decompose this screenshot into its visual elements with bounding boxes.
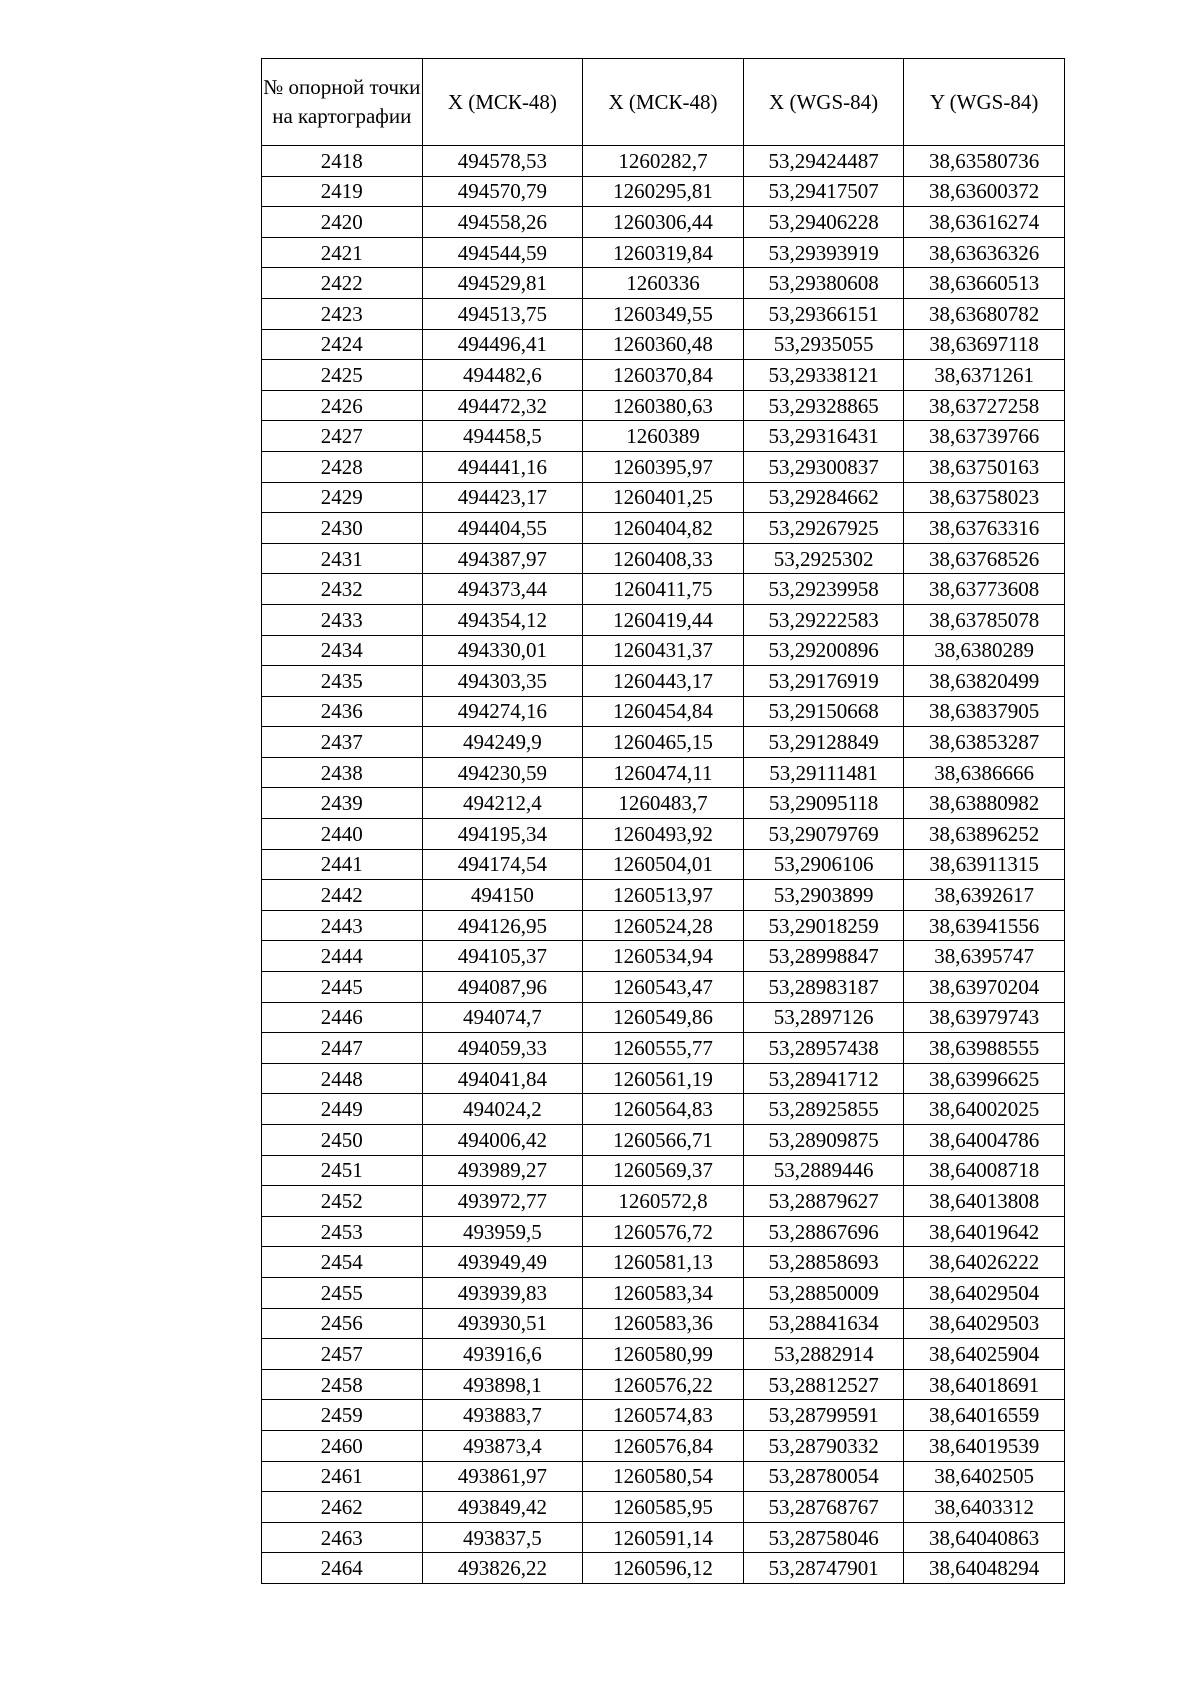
cell-y-wgs84: 38,63911315 (904, 849, 1065, 880)
table-row (262, 635, 1065, 666)
cell-y-wgs84: 38,63996625 (904, 1063, 1065, 1094)
cell-x-msk48-second: 1260306,44 (583, 207, 744, 238)
cell-x-wgs84: 53,28941712 (743, 1063, 904, 1094)
cell-x-wgs84: 53,28790332 (743, 1430, 904, 1461)
cell-x-wgs84: 53,29128849 (743, 727, 904, 758)
cell-x-wgs84: 53,29284662 (743, 482, 904, 513)
cell-y-wgs84: 38,6402505 (904, 1461, 1065, 1492)
table-row (262, 849, 1065, 880)
cell-point-number: 2449 (262, 1094, 423, 1125)
cell-y-wgs84: 38,63600372 (904, 176, 1065, 207)
cell-y-wgs84: 38,63768526 (904, 543, 1065, 574)
table-row (262, 1125, 1065, 1156)
cell-point-number: 2438 (262, 757, 423, 788)
cell-x-msk48-second: 1260504,01 (583, 849, 744, 880)
table-row (262, 1400, 1065, 1431)
cell-x-msk48-second: 1260569,37 (583, 1155, 744, 1186)
cell-x-wgs84: 53,28747901 (743, 1553, 904, 1584)
cell-y-wgs84: 38,63837905 (904, 696, 1065, 727)
cell-y-wgs84: 38,63616274 (904, 207, 1065, 238)
cell-point-number: 2455 (262, 1277, 423, 1308)
cell-x-msk48-second: 1260349,55 (583, 298, 744, 329)
cell-x-msk48: 494354,12 (422, 604, 583, 635)
cell-x-msk48-second: 1260576,22 (583, 1369, 744, 1400)
cell-x-wgs84: 53,29417507 (743, 176, 904, 207)
cell-x-msk48-second: 1260282,7 (583, 146, 744, 177)
cell-y-wgs84: 38,63697118 (904, 329, 1065, 360)
cell-y-wgs84: 38,63941556 (904, 910, 1065, 941)
cell-y-wgs84: 38,64018691 (904, 1369, 1065, 1400)
cell-x-wgs84: 53,2906106 (743, 849, 904, 880)
cell-point-number: 2443 (262, 910, 423, 941)
cell-y-wgs84: 38,64019642 (904, 1216, 1065, 1247)
cell-x-wgs84: 53,2935055 (743, 329, 904, 360)
table-row (262, 176, 1065, 207)
cell-x-msk48: 493916,6 (422, 1339, 583, 1370)
cell-point-number: 2439 (262, 788, 423, 819)
cell-x-msk48: 494059,33 (422, 1033, 583, 1064)
cell-x-msk48-second: 1260576,72 (583, 1216, 744, 1247)
header-point-number: № опорной точки на картографии (262, 59, 423, 146)
cell-x-wgs84: 53,29095118 (743, 788, 904, 819)
cell-x-msk48-second: 1260419,44 (583, 604, 744, 635)
cell-x-msk48: 494212,4 (422, 788, 583, 819)
cell-point-number: 2450 (262, 1125, 423, 1156)
table-row (262, 1216, 1065, 1247)
table-row (262, 1553, 1065, 1584)
cell-x-msk48: 494529,81 (422, 268, 583, 299)
cell-x-wgs84: 53,29406228 (743, 207, 904, 238)
cell-x-msk48: 494074,7 (422, 1002, 583, 1033)
cell-y-wgs84: 38,64048294 (904, 1553, 1065, 1584)
cell-x-msk48: 494558,26 (422, 207, 583, 238)
cell-point-number: 2441 (262, 849, 423, 880)
table-row (262, 1492, 1065, 1523)
table-row (262, 727, 1065, 758)
cell-point-number: 2456 (262, 1308, 423, 1339)
cell-point-number: 2462 (262, 1492, 423, 1523)
cell-point-number: 2448 (262, 1063, 423, 1094)
table-row (262, 543, 1065, 574)
cell-x-wgs84: 53,29150668 (743, 696, 904, 727)
table-row (262, 1369, 1065, 1400)
cell-x-msk48: 494126,95 (422, 910, 583, 941)
cell-y-wgs84: 38,64002025 (904, 1094, 1065, 1125)
cell-x-wgs84: 53,29328865 (743, 390, 904, 421)
table-row (262, 482, 1065, 513)
cell-x-msk48: 493972,77 (422, 1186, 583, 1217)
cell-x-msk48-second: 1260404,82 (583, 513, 744, 544)
cell-point-number: 2459 (262, 1400, 423, 1431)
table-row (262, 788, 1065, 819)
cell-point-number: 2425 (262, 360, 423, 391)
cell-y-wgs84: 38,63880982 (904, 788, 1065, 819)
cell-x-msk48: 493826,22 (422, 1553, 583, 1584)
cell-x-wgs84: 53,29018259 (743, 910, 904, 941)
cell-x-msk48: 494404,55 (422, 513, 583, 544)
cell-x-wgs84: 53,29239958 (743, 574, 904, 605)
cell-x-msk48: 494423,17 (422, 482, 583, 513)
cell-x-wgs84: 53,2897126 (743, 1002, 904, 1033)
cell-x-msk48-second: 1260380,63 (583, 390, 744, 421)
cell-y-wgs84: 38,63773608 (904, 574, 1065, 605)
table-row (262, 451, 1065, 482)
cell-x-wgs84: 53,29300837 (743, 451, 904, 482)
cell-y-wgs84: 38,63896252 (904, 819, 1065, 850)
cell-point-number: 2451 (262, 1155, 423, 1186)
cell-point-number: 2464 (262, 1553, 423, 1584)
cell-x-msk48-second: 1260454,84 (583, 696, 744, 727)
cell-x-msk48-second: 1260580,54 (583, 1461, 744, 1492)
table-row (262, 268, 1065, 299)
cell-x-wgs84: 53,28925855 (743, 1094, 904, 1125)
cell-x-wgs84: 53,28879627 (743, 1186, 904, 1217)
cell-y-wgs84: 38,6392617 (904, 880, 1065, 911)
cell-y-wgs84: 38,6380289 (904, 635, 1065, 666)
cell-x-wgs84: 53,2889446 (743, 1155, 904, 1186)
cell-x-msk48-second: 1260465,15 (583, 727, 744, 758)
cell-x-msk48-second: 1260596,12 (583, 1553, 744, 1584)
cell-y-wgs84: 38,64004786 (904, 1125, 1065, 1156)
cell-x-wgs84: 53,29176919 (743, 666, 904, 697)
table-row (262, 1277, 1065, 1308)
cell-x-wgs84: 53,29267925 (743, 513, 904, 544)
cell-x-msk48: 494105,37 (422, 941, 583, 972)
cell-y-wgs84: 38,64019539 (904, 1430, 1065, 1461)
cell-point-number: 2421 (262, 237, 423, 268)
cell-x-msk48-second: 1260591,14 (583, 1522, 744, 1553)
table-row (262, 972, 1065, 1003)
cell-x-msk48-second: 1260524,28 (583, 910, 744, 941)
cell-x-msk48-second: 1260401,25 (583, 482, 744, 513)
table-row (262, 513, 1065, 544)
cell-y-wgs84: 38,64013808 (904, 1186, 1065, 1217)
cell-x-msk48: 493837,5 (422, 1522, 583, 1553)
cell-x-wgs84: 53,29393919 (743, 237, 904, 268)
cell-point-number: 2432 (262, 574, 423, 605)
cell-y-wgs84: 38,64029504 (904, 1277, 1065, 1308)
cell-x-msk48-second: 1260513,97 (583, 880, 744, 911)
table-row (262, 910, 1065, 941)
cell-x-msk48-second: 1260583,34 (583, 1277, 744, 1308)
cell-x-wgs84: 53,28841634 (743, 1308, 904, 1339)
cell-x-msk48: 494274,16 (422, 696, 583, 727)
cell-x-wgs84: 53,29424487 (743, 146, 904, 177)
table-row (262, 1094, 1065, 1125)
cell-point-number: 2423 (262, 298, 423, 329)
table-row (262, 1461, 1065, 1492)
cell-x-wgs84: 53,28850009 (743, 1277, 904, 1308)
table-row (262, 1033, 1065, 1064)
cell-x-msk48: 494373,44 (422, 574, 583, 605)
table-row (262, 574, 1065, 605)
cell-x-wgs84: 53,28768767 (743, 1492, 904, 1523)
cell-x-wgs84: 53,29366151 (743, 298, 904, 329)
cell-x-msk48: 494482,6 (422, 360, 583, 391)
cell-x-msk48: 493861,97 (422, 1461, 583, 1492)
table-row (262, 298, 1065, 329)
cell-x-msk48-second: 1260295,81 (583, 176, 744, 207)
cell-y-wgs84: 38,64025904 (904, 1339, 1065, 1370)
cell-x-msk48: 494570,79 (422, 176, 583, 207)
cell-x-msk48: 494024,2 (422, 1094, 583, 1125)
cell-x-msk48-second: 1260585,95 (583, 1492, 744, 1523)
table-row (262, 666, 1065, 697)
cell-x-msk48-second: 1260576,84 (583, 1430, 744, 1461)
cell-x-wgs84: 53,28858693 (743, 1247, 904, 1278)
cell-x-msk48: 493898,1 (422, 1369, 583, 1400)
cell-x-msk48: 494303,35 (422, 666, 583, 697)
cell-x-msk48-second: 1260580,99 (583, 1339, 744, 1370)
cell-x-msk48: 494544,59 (422, 237, 583, 268)
cell-x-msk48: 493959,5 (422, 1216, 583, 1247)
cell-x-msk48-second: 1260389 (583, 421, 744, 452)
table-row (262, 819, 1065, 850)
cell-x-wgs84: 53,2903899 (743, 880, 904, 911)
cell-point-number: 2418 (262, 146, 423, 177)
table-row (262, 390, 1065, 421)
table-row (262, 1522, 1065, 1553)
table-row (262, 146, 1065, 177)
table-row (262, 360, 1065, 391)
cell-x-msk48: 494041,84 (422, 1063, 583, 1094)
table-row (262, 207, 1065, 238)
cell-x-msk48-second: 1260395,97 (583, 451, 744, 482)
header-y-wgs84: Y (WGS-84) (904, 59, 1065, 146)
cell-y-wgs84: 38,6395747 (904, 941, 1065, 972)
cell-y-wgs84: 38,64040863 (904, 1522, 1065, 1553)
cell-y-wgs84: 38,63988555 (904, 1033, 1065, 1064)
cell-x-wgs84: 53,2925302 (743, 543, 904, 574)
cell-x-msk48: 493849,42 (422, 1492, 583, 1523)
table-row (262, 1247, 1065, 1278)
cell-point-number: 2434 (262, 635, 423, 666)
cell-x-msk48-second: 1260566,71 (583, 1125, 744, 1156)
cell-point-number: 2460 (262, 1430, 423, 1461)
table-row (262, 237, 1065, 268)
cell-y-wgs84: 38,63853287 (904, 727, 1065, 758)
cell-x-wgs84: 53,29338121 (743, 360, 904, 391)
cell-x-wgs84: 53,28867696 (743, 1216, 904, 1247)
cell-point-number: 2446 (262, 1002, 423, 1033)
table-row (262, 1339, 1065, 1370)
cell-x-wgs84: 53,29111481 (743, 757, 904, 788)
cell-point-number: 2426 (262, 390, 423, 421)
cell-x-msk48-second: 1260572,8 (583, 1186, 744, 1217)
cell-x-wgs84: 53,29316431 (743, 421, 904, 452)
cell-y-wgs84: 38,63758023 (904, 482, 1065, 513)
cell-x-msk48: 494387,97 (422, 543, 583, 574)
coordinates-table (261, 58, 1065, 1584)
table-row (262, 604, 1065, 635)
cell-y-wgs84: 38,63739766 (904, 421, 1065, 452)
cell-point-number: 2429 (262, 482, 423, 513)
table-row (262, 1002, 1065, 1033)
cell-point-number: 2430 (262, 513, 423, 544)
cell-x-msk48-second: 1260574,83 (583, 1400, 744, 1431)
cell-point-number: 2431 (262, 543, 423, 574)
cell-x-msk48: 494441,16 (422, 451, 583, 482)
cell-x-msk48: 494195,34 (422, 819, 583, 850)
cell-x-msk48: 494150 (422, 880, 583, 911)
cell-y-wgs84: 38,63979743 (904, 1002, 1065, 1033)
cell-point-number: 2437 (262, 727, 423, 758)
cell-x-msk48: 494472,32 (422, 390, 583, 421)
cell-x-msk48-second: 1260561,19 (583, 1063, 744, 1094)
cell-x-wgs84: 53,28983187 (743, 972, 904, 1003)
cell-x-msk48: 494249,9 (422, 727, 583, 758)
cell-x-msk48-second: 1260319,84 (583, 237, 744, 268)
cell-x-wgs84: 53,28780054 (743, 1461, 904, 1492)
cell-x-msk48: 493930,51 (422, 1308, 583, 1339)
cell-x-msk48: 494496,41 (422, 329, 583, 360)
header-x-wgs84: X (WGS-84) (743, 59, 904, 146)
cell-point-number: 2424 (262, 329, 423, 360)
cell-y-wgs84: 38,6371261 (904, 360, 1065, 391)
header-row (262, 59, 1065, 146)
table-row (262, 1308, 1065, 1339)
table-row (262, 1430, 1065, 1461)
cell-y-wgs84: 38,63660513 (904, 268, 1065, 299)
cell-y-wgs84: 38,64008718 (904, 1155, 1065, 1186)
cell-point-number: 2458 (262, 1369, 423, 1400)
cell-x-msk48-second: 1260483,7 (583, 788, 744, 819)
cell-x-msk48-second: 1260336 (583, 268, 744, 299)
cell-y-wgs84: 38,63970204 (904, 972, 1065, 1003)
cell-point-number: 2419 (262, 176, 423, 207)
cell-x-msk48: 494458,5 (422, 421, 583, 452)
cell-x-msk48: 494006,42 (422, 1125, 583, 1156)
cell-point-number: 2444 (262, 941, 423, 972)
cell-y-wgs84: 38,63680782 (904, 298, 1065, 329)
table-row (262, 421, 1065, 452)
cell-y-wgs84: 38,64016559 (904, 1400, 1065, 1431)
table-row (262, 1186, 1065, 1217)
cell-x-msk48: 494087,96 (422, 972, 583, 1003)
table-row (262, 1063, 1065, 1094)
cell-x-wgs84: 53,28957438 (743, 1033, 904, 1064)
cell-y-wgs84: 38,6386666 (904, 757, 1065, 788)
table-row (262, 757, 1065, 788)
cell-x-msk48: 494330,01 (422, 635, 583, 666)
cell-point-number: 2440 (262, 819, 423, 850)
cell-y-wgs84: 38,64026222 (904, 1247, 1065, 1278)
cell-y-wgs84: 38,63636326 (904, 237, 1065, 268)
table-body (262, 146, 1065, 1584)
cell-x-msk48-second: 1260431,37 (583, 635, 744, 666)
cell-y-wgs84: 38,63785078 (904, 604, 1065, 635)
cell-x-msk48-second: 1260534,94 (583, 941, 744, 972)
cell-point-number: 2447 (262, 1033, 423, 1064)
table-row (262, 880, 1065, 911)
cell-point-number: 2461 (262, 1461, 423, 1492)
cell-x-wgs84: 53,29222583 (743, 604, 904, 635)
cell-x-wgs84: 53,28758046 (743, 1522, 904, 1553)
cell-x-msk48-second: 1260549,86 (583, 1002, 744, 1033)
cell-y-wgs84: 38,6403312 (904, 1492, 1065, 1523)
cell-x-msk48: 494513,75 (422, 298, 583, 329)
cell-y-wgs84: 38,63750163 (904, 451, 1065, 482)
cell-point-number: 2427 (262, 421, 423, 452)
cell-x-wgs84: 53,28812527 (743, 1369, 904, 1400)
cell-point-number: 2422 (262, 268, 423, 299)
cell-x-wgs84: 53,2882914 (743, 1339, 904, 1370)
cell-x-msk48-second: 1260583,36 (583, 1308, 744, 1339)
cell-point-number: 2445 (262, 972, 423, 1003)
cell-y-wgs84: 38,64029503 (904, 1308, 1065, 1339)
table-row (262, 941, 1065, 972)
cell-point-number: 2420 (262, 207, 423, 238)
cell-point-number: 2442 (262, 880, 423, 911)
cell-x-wgs84: 53,28998847 (743, 941, 904, 972)
cell-point-number: 2452 (262, 1186, 423, 1217)
cell-x-msk48: 494174,54 (422, 849, 583, 880)
cell-x-wgs84: 53,29200896 (743, 635, 904, 666)
cell-x-msk48-second: 1260555,77 (583, 1033, 744, 1064)
cell-y-wgs84: 38,63580736 (904, 146, 1065, 177)
cell-point-number: 2436 (262, 696, 423, 727)
cell-x-wgs84: 53,29079769 (743, 819, 904, 850)
cell-x-msk48-second: 1260408,33 (583, 543, 744, 574)
cell-x-msk48-second: 1260370,84 (583, 360, 744, 391)
cell-x-wgs84: 53,28909875 (743, 1125, 904, 1156)
table-header (262, 59, 1065, 146)
cell-x-wgs84: 53,29380608 (743, 268, 904, 299)
cell-x-msk48-second: 1260443,17 (583, 666, 744, 697)
cell-x-msk48-second: 1260474,11 (583, 757, 744, 788)
cell-x-msk48-second: 1260543,47 (583, 972, 744, 1003)
cell-point-number: 2453 (262, 1216, 423, 1247)
table-row (262, 1155, 1065, 1186)
cell-point-number: 2457 (262, 1339, 423, 1370)
cell-point-number: 2428 (262, 451, 423, 482)
cell-x-wgs84: 53,28799591 (743, 1400, 904, 1431)
cell-x-msk48: 494230,59 (422, 757, 583, 788)
cell-x-msk48: 493949,49 (422, 1247, 583, 1278)
cell-x-msk48: 493883,7 (422, 1400, 583, 1431)
cell-x-msk48-second: 1260411,75 (583, 574, 744, 605)
header-x-msk48-second: X (МСК-48) (583, 59, 744, 146)
cell-x-msk48-second: 1260564,83 (583, 1094, 744, 1125)
cell-y-wgs84: 38,63763316 (904, 513, 1065, 544)
cell-y-wgs84: 38,63820499 (904, 666, 1065, 697)
table-row (262, 696, 1065, 727)
cell-x-msk48-second: 1260581,13 (583, 1247, 744, 1278)
cell-point-number: 2454 (262, 1247, 423, 1278)
cell-x-msk48: 494578,53 (422, 146, 583, 177)
cell-point-number: 2433 (262, 604, 423, 635)
cell-x-msk48: 493939,83 (422, 1277, 583, 1308)
cell-x-msk48-second: 1260493,92 (583, 819, 744, 850)
table-row (262, 329, 1065, 360)
cell-y-wgs84: 38,63727258 (904, 390, 1065, 421)
cell-x-msk48-second: 1260360,48 (583, 329, 744, 360)
cell-point-number: 2463 (262, 1522, 423, 1553)
cell-point-number: 2435 (262, 666, 423, 697)
header-x-msk48: X (МСК-48) (422, 59, 583, 146)
cell-x-msk48: 493989,27 (422, 1155, 583, 1186)
cell-x-msk48: 493873,4 (422, 1430, 583, 1461)
